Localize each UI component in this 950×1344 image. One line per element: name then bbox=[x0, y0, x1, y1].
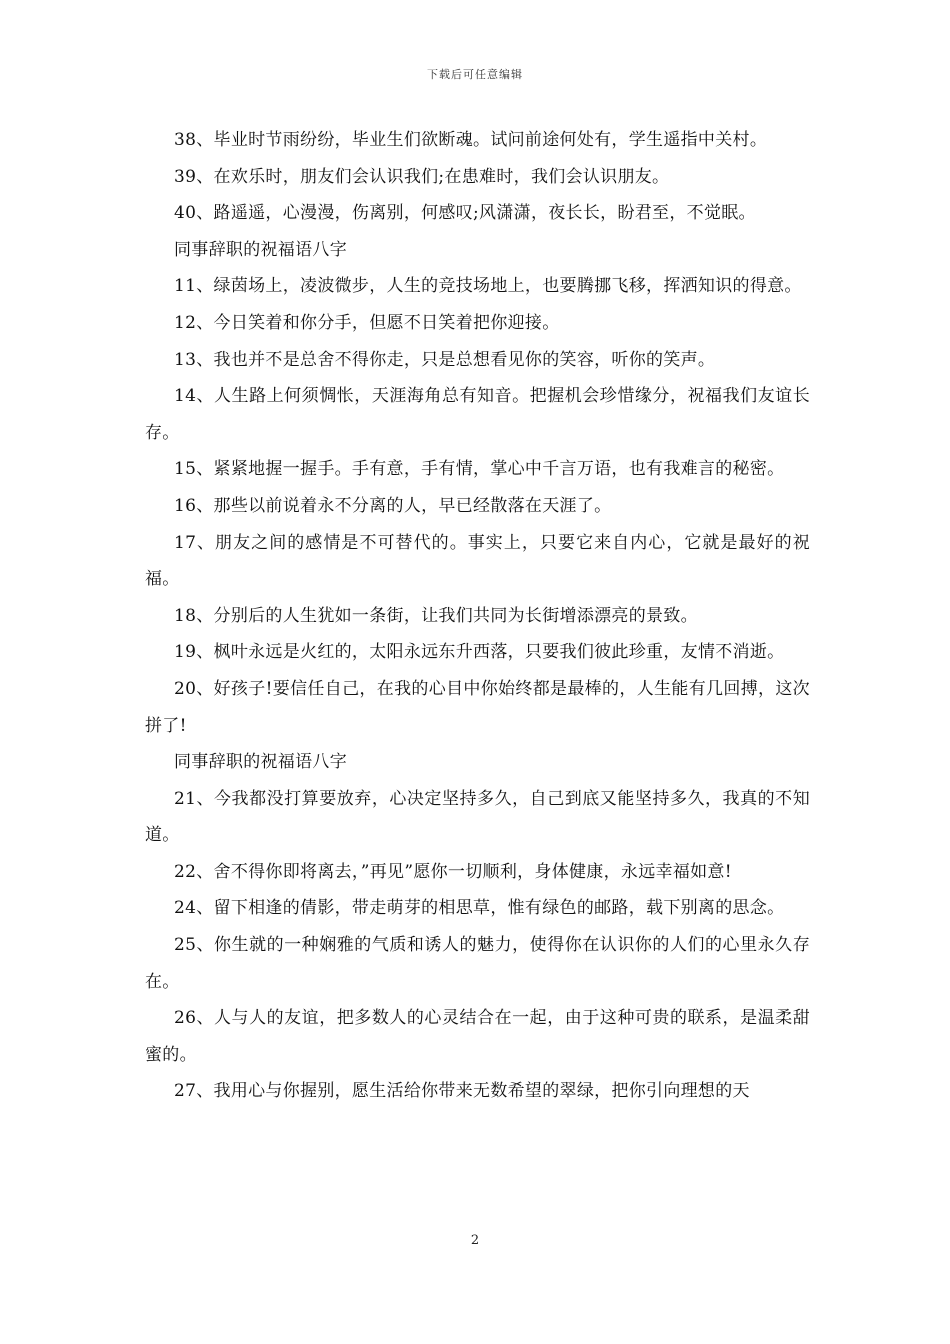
paragraph-22: 22、舍不得你即将离去，”再见”愿你一切顺利，身体健康，永远幸福如意! bbox=[174, 861, 732, 882]
paragraph-19: 19、枫叶永远是火红的，太阳永远东升西落，只要我们彼此珍重，友情不消逝。 bbox=[174, 642, 785, 663]
paragraph-18: 18、分别后的人生犹如一条街，让我们共同为长街增添漂亮的景致。 bbox=[174, 605, 698, 626]
paragraph-11: 11、绿茵场上，凌波微步，人生的竞技场地上，也要腾挪飞移，挥洒知识的得意。 bbox=[174, 276, 802, 297]
paragraph-24: 24、留下相逢的倩影，带走萌芽的相思草，惟有绿色的邮路，载下别离的思念。 bbox=[174, 898, 785, 919]
paragraph-17: 17、朋友之间的感情是不可替代的。事实上，只要它来自内心，它就是最好的祝福。 bbox=[145, 532, 810, 590]
paragraph-26: 26、人与人的友谊，把多数人的心灵结合在一起，由于这种可贵的联系，是温柔甜蜜的。 bbox=[145, 1008, 810, 1065]
paragraph-40: 40、路遥遥，心漫漫，伤离别，何感叹;风潇潇，夜长长，盼君至，不觉眠。 bbox=[174, 203, 756, 224]
section-heading: 同事辞职的祝福语八字 bbox=[174, 752, 347, 773]
paragraph-25: 25、你生就的一种娴雅的气质和诱人的魅力，使得你在认识你的人们的心里永久存在。 bbox=[145, 935, 810, 992]
paragraph-12: 12、今日笑着和你分手，但愿不日笑着把你迎接。 bbox=[174, 312, 560, 333]
paragraph-13: 13、我也并不是总舍不得你走，只是总想看见你的笑容，听你的笑声。 bbox=[174, 349, 716, 370]
paragraph-15: 15、紧紧地握一握手。手有意，手有情，掌心中千言万语，也有我难言的秘密。 bbox=[174, 459, 785, 480]
page-number: 2 bbox=[470, 1233, 480, 1248]
paragraph-27: 27、我用心与你握别，愿生活给你带来无数希望的翠绿，把你引向理想的天 bbox=[174, 1081, 750, 1102]
paragraph-39: 39、在欢乐时，朋友们会认识我们;在患难时，我们会认识朋友。 bbox=[174, 166, 670, 187]
paragraph-21: 21、今我都没打算要放弃，心决定坚持多久，自己到底又能坚持多久，我真的不知道。 bbox=[145, 788, 810, 846]
paragraph-38: 38、毕业时节雨纷纷，毕业生们欲断魂。试问前途何处有，学生遥指中关村。 bbox=[174, 130, 768, 150]
document-body bbox=[145, 122, 810, 1110]
paragraph-20: 20、好孩子!要信任自己，在我的心目中你始终都是最棒的，人生能有几回搏，这次拼了! bbox=[145, 678, 810, 736]
page-header: 下载后可任意编辑 bbox=[427, 68, 523, 81]
section-heading: 同事辞职的祝福语八字 bbox=[174, 239, 347, 260]
paragraph-16: 16、那些以前说着永不分离的人，早已经散落在天涯了。 bbox=[174, 495, 612, 516]
paragraph-14: 14、人生路上何须惆怅，天涯海角总有知音。把握机会珍惜缘分，祝福我们友谊长存。 bbox=[145, 386, 810, 443]
